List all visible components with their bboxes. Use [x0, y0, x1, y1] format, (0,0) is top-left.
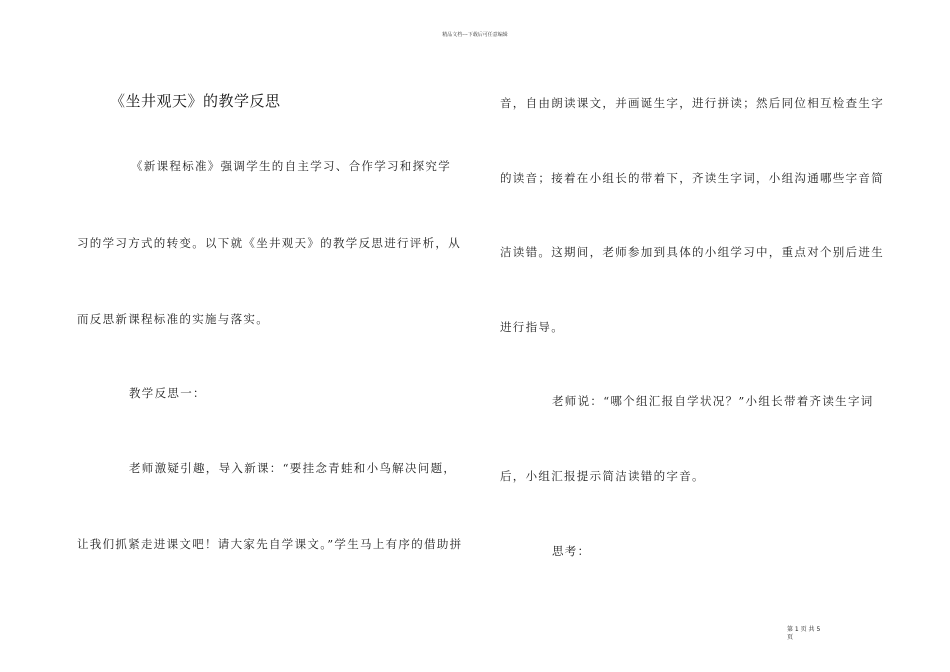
right-line-7: 思考：	[552, 544, 591, 558]
left-line-5: 老师激疑引趣，导入新课：“要挂念青蛙和小鸟解决问题，	[129, 461, 457, 475]
page-number-line-1: 第 1 页 共 5	[787, 626, 821, 633]
left-line-1: 《新课程标准》强调学生的自主学习、合作学习和探究学	[131, 159, 451, 173]
left-line-6: 让我们抓紧走进课文吧！请大家先自学课文。”学生马上有序的借助拼	[77, 537, 463, 551]
page-header: 精品文档---下载后可任意编辑	[442, 32, 508, 38]
left-line-2: 习的学习方式的转变。以下就《坐井观天》的教学反思进行评析，从	[77, 236, 461, 250]
document-title: 《坐井观天》的教学反思	[110, 92, 281, 110]
page-footer	[787, 626, 847, 642]
right-line-6: 后，小组汇报提示简洁读错的字音。	[500, 469, 705, 483]
left-line-4: 教学反思一：	[129, 386, 206, 400]
right-line-1: 音，自由朗读课文，并画诞生字，进行拼读；然后同位相互检查生字	[500, 96, 884, 110]
page-number-line-2: 页	[787, 634, 794, 641]
right-line-2: 的读音；接着在小组长的带着下，齐读生字词，小组沟通哪些字音简	[500, 171, 884, 185]
right-line-5: 老师说：“哪个组汇报自学状况？”小组长带着齐读生字词	[552, 394, 874, 408]
right-line-3: 洁读错。这期间，老师参加到具体的小组学习中，重点对个别后进生	[500, 245, 884, 259]
right-line-4: 进行指导。	[500, 320, 564, 334]
left-line-3: 而反思新课程标准的实施与落实。	[77, 312, 269, 326]
